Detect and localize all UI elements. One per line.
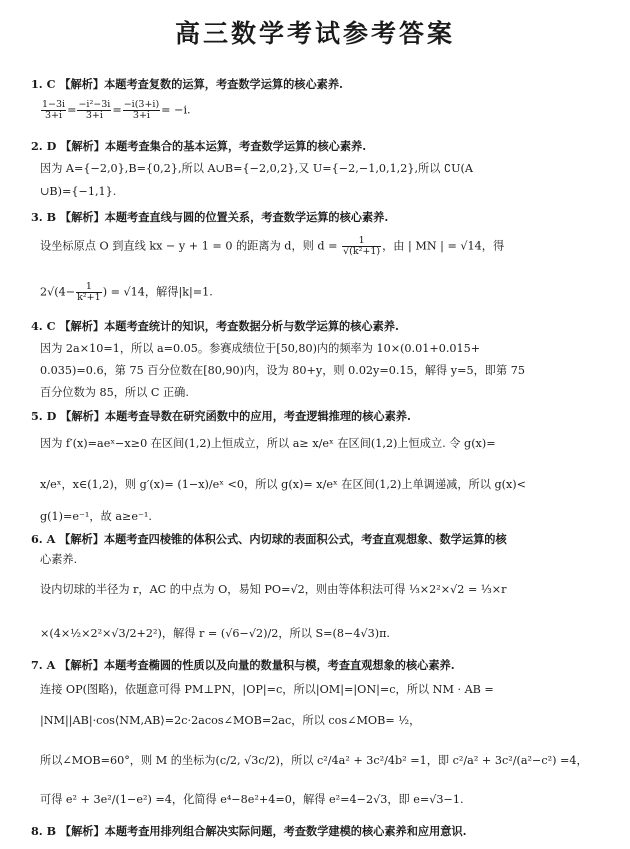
q4-line-1: 因为 2a×10=1，所以 a=0.05。参赛成绩位于[50,80)内的频率为 10×(0.01+0.015+ [40,342,481,355]
q1-frac-c: $\frac{-i(3+i)}{3+i}$ [123,99,160,121]
q3-frac-k: $\frac{1}{\text{k²+1}}$ [77,281,101,303]
q5-line-3: g(1)=e⁻¹，故 a≥e⁻¹. [40,510,152,523]
q6-heading: 6. A 【解析】本题考查四棱锥的体积公式、内切球的表面积公式，考查直观想象、数学运算的核 [31,532,507,546]
q3-heading: 3. B 【解析】本题考查直线与圆的位置关系，考查数学运算的核心素养. [31,210,389,224]
q4-line-3: 百分位数为 85，所以 C 正确. [40,386,189,399]
q2-line-1: 因为 A={−2,0},B={0,2},所以 A∪B={−2,0,2},又 U={−2,−1,0,1,2},所以 ∁U(A [40,162,473,175]
q7-line-2: |NM||AB|·cos⟨NM,AB⟩=2c·2acos∠MOB=2ac，所以 cos∠MOB= ½， [40,714,421,727]
q3-frac-d: $\frac{1}{\text{√(k²+1)}}$ [343,235,381,257]
q1-heading: 1. C 【解析】本题考查复数的运算，考查数学运算的核心素养. [31,77,343,91]
q2-heading: 2. D 【解析】本题考查集合的基本运算，考查数学运算的核心素养. [31,139,367,153]
q2-line-2: ∪B)={−1,1}. [40,185,117,198]
q5-line-1: 因为 f′(x)=aeˣ−x≥0 在区间(1,2)上恒成立，所以 a≥ x/eˣ 在区间(1,2)上恒成立. 令 g(x)= [40,437,496,450]
q5-line-2: x/eˣ，x∈(1,2)，则 g′(x)= (1−x)/eˣ <0，所以 g(x)= x/eˣ 在区间(1,2)上单调递减，所以 g(x)< [40,478,527,491]
q7-line-4: 可得 e² + 3e²/(1−e²) =4，化简得 e⁴−8e²+4=0，解得 e²=4−2√3，即 e=√3−1. [40,793,464,806]
q6-line-1: 设内切球的半径为 r，AC 的中点为 O，易知 PO=√2，则由等体积法可得 ⅓×2²×√2 = ⅓×r [40,583,507,596]
page-title: 高三数学考试参考答案 [174,19,455,48]
q3-line-1: 设坐标原点 O 到直线 kx − y + 1 = 0 的距离为 d，则 d = $\frac{1}{\text{√(k²+1)}}$ ，由 | MN | = √14，得 [40,235,505,257]
q6-heading-cont: 心素养. [40,553,78,566]
q1-frac-a: $\frac{1-3i}{3+i}$ [42,99,66,121]
q5-heading: 5. D 【解析】本题考查导数在研究函数中的应用，考查逻辑推理的核心素养. [31,409,411,423]
q1-frac-b: $\frac{\text{−i²−3i}}{3+i}$ [78,99,111,121]
q6-line-2: ×(4×½×2²×√3/2+2²)，解得 r = (√6−√2)/2，所以 S=(8−4√3)π. [40,627,390,640]
q7-line-3: 所以∠MOB=60°，则 M 的坐标为(c/2, √3c/2)，所以 c²/4a² + 3c²/4b² =1，即 c²/a² + 3c²/(a²−c²) =4， [40,754,588,767]
q3-line-2: 2√(4− $\frac{1}{\text{k²+1}}$ ) = √14，解得|k|=1. [40,281,213,303]
q1-result: = −i. [161,103,191,117]
q8-heading: 8. B 【解析】本题考查用排列组合解决实际问题，考查数学建模的核心素养和应用意识. [31,824,467,838]
q7-line-1: 连接 OP(图略)，依题意可得 PM⊥PN，|OP|=c，所以|OM|=|ON|=c，所以 NM · AB = [40,683,494,696]
q1-line-1: $\frac{1-3i}{3+i}$ = $\frac{\text{−i²−3i}}{3+i}$ = $\frac{-i(3+i)}{3+i}$ = −i. [42,99,191,121]
q4-heading: 4. C 【解析】本题考查统计的知识，考查数据分析与数学运算的核心素养. [31,319,399,333]
q7-heading: 7. A 【解析】本题考查椭圆的性质以及向量的数量积与模，考查直观想象的核心素养. [31,658,455,672]
q4-line-2: 0.035)=0.6，第 75 百分位数在[80,90)内，设为 80+y，则 0.02y=0.15，解得 y=5，即第 75 [40,364,525,377]
